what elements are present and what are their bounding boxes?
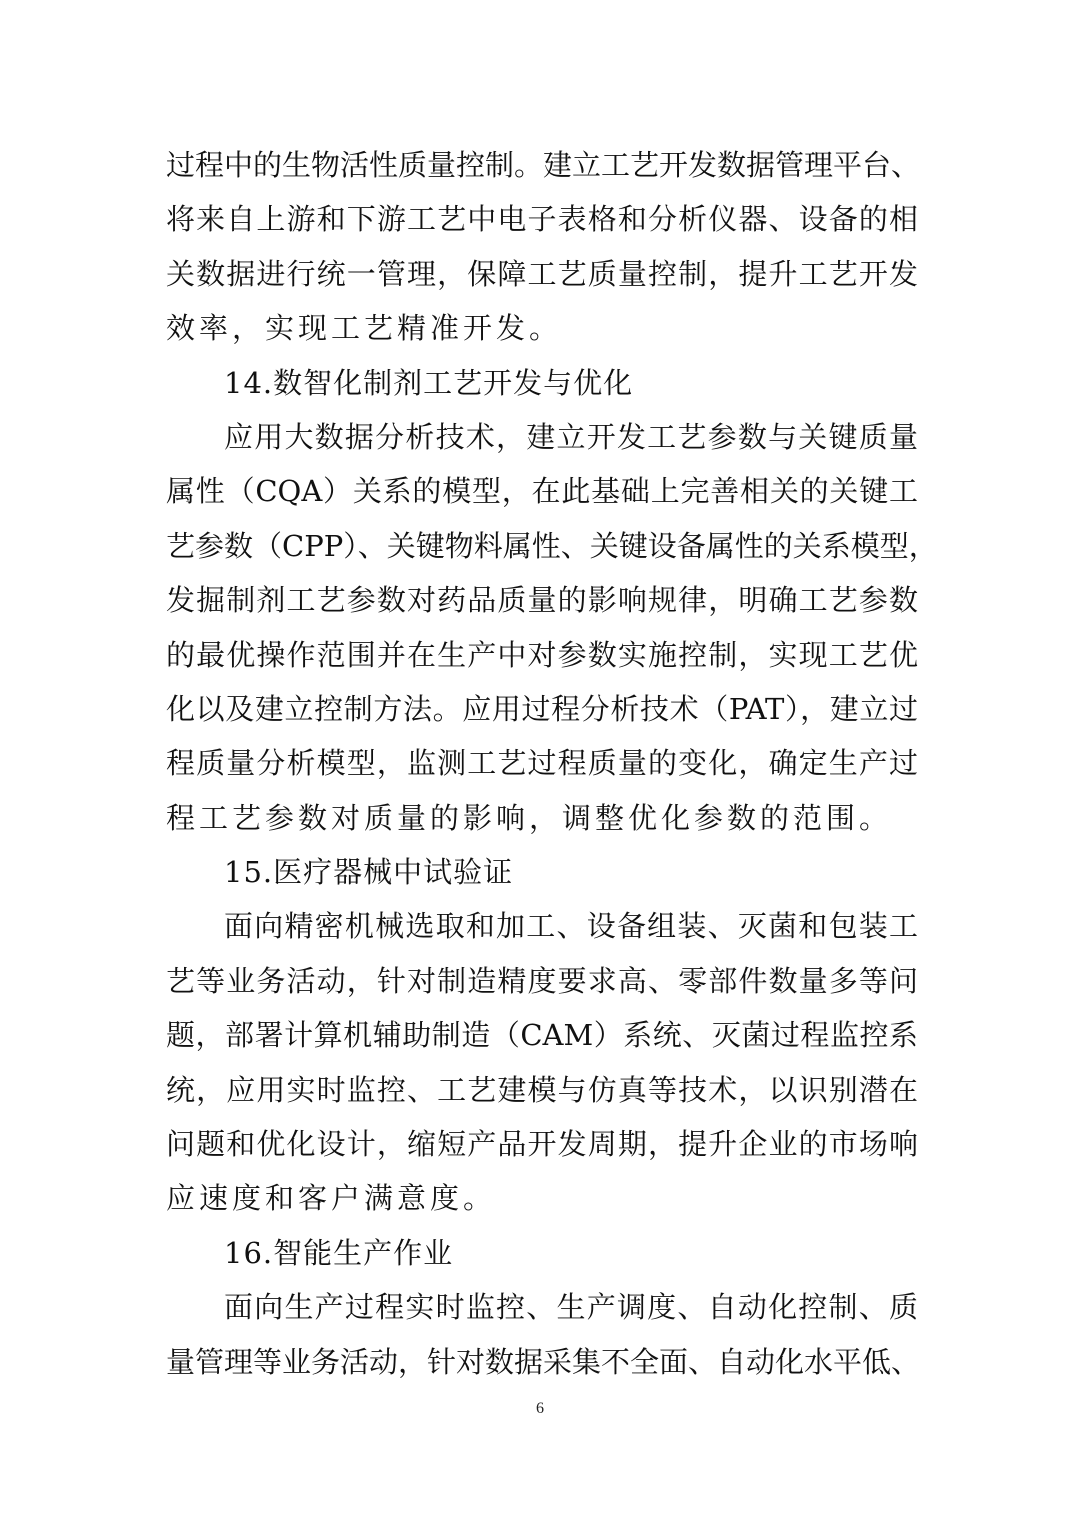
section-heading: 14.数智化制剂工艺开发与优化 <box>224 365 634 400</box>
page-number: 6 <box>536 1400 544 1417</box>
text-line: 发掘制剂工艺参数对药品质量的影响规律，明确工艺参数 <box>166 583 918 618</box>
text-line: 面向生产过程实时监控、生产调度、自动化控制、质 <box>224 1290 918 1325</box>
text-line: 艺等业务活动，针对制造精度要求高、零部件数量多等问 <box>166 963 918 998</box>
text-line: 量管理等业务活动，针对数据采集不全面、自动化水平低、 <box>166 1344 921 1379</box>
text-line: 关数据进行统一管理，保障工艺质量控制，提升工艺开发 <box>166 256 918 291</box>
text-line: 问题和优化设计，缩短产品开发周期，提升企业的市场响 <box>166 1127 918 1162</box>
section-heading: 16.智能生产作业 <box>224 1235 454 1270</box>
text-line: 应速度和客户满意度。 <box>166 1181 497 1216</box>
paragraph <box>166 899 918 1225</box>
text-line: 统，应用实时监控、工艺建模与仿真等技术，以识别潜在 <box>166 1072 918 1107</box>
section-heading: 15.医疗器械中试验证 <box>224 855 514 890</box>
text-line: 属性（CQA）关系的模型，在此基础上完善相关的关键工 <box>166 474 918 509</box>
text-line: 面向精密机械选取和加工、设备组装、灭菌和包装工 <box>224 909 918 944</box>
text-line: 题，部署计算机辅助制造（CAM）系统、灭菌过程监控系 <box>166 1018 918 1053</box>
text-line: 艺参数（CPP）、关键物料属性、关键设备属性的关系模型， <box>166 528 938 563</box>
text-line: 过程中的生物活性质量控制。建立工艺开发数据管理平台、 <box>166 148 921 182</box>
text-line: 效率，实现工艺精准开发。 <box>166 311 563 346</box>
document-body <box>166 138 938 1389</box>
paragraph <box>166 1280 921 1389</box>
text-line: 应用大数据分析技术，建立开发工艺参数与关键质量 <box>224 419 918 454</box>
paragraph <box>166 410 938 845</box>
text-line: 化以及建立控制方法。应用过程分析技术（PAT），建立过 <box>166 691 918 726</box>
text-line: 的最优操作范围并在生产中对参数实施控制，实现工艺优 <box>166 637 918 672</box>
paragraph <box>166 138 921 356</box>
text-line: 将来自上游和下游工艺中电子表格和分析仪器、设备的相 <box>166 202 918 237</box>
text-line: 程工艺参数对质量的影响，调整优化参数的范围。 <box>166 800 893 835</box>
text-line: 程质量分析模型，监测工艺过程质量的变化，确定生产过 <box>166 746 918 781</box>
